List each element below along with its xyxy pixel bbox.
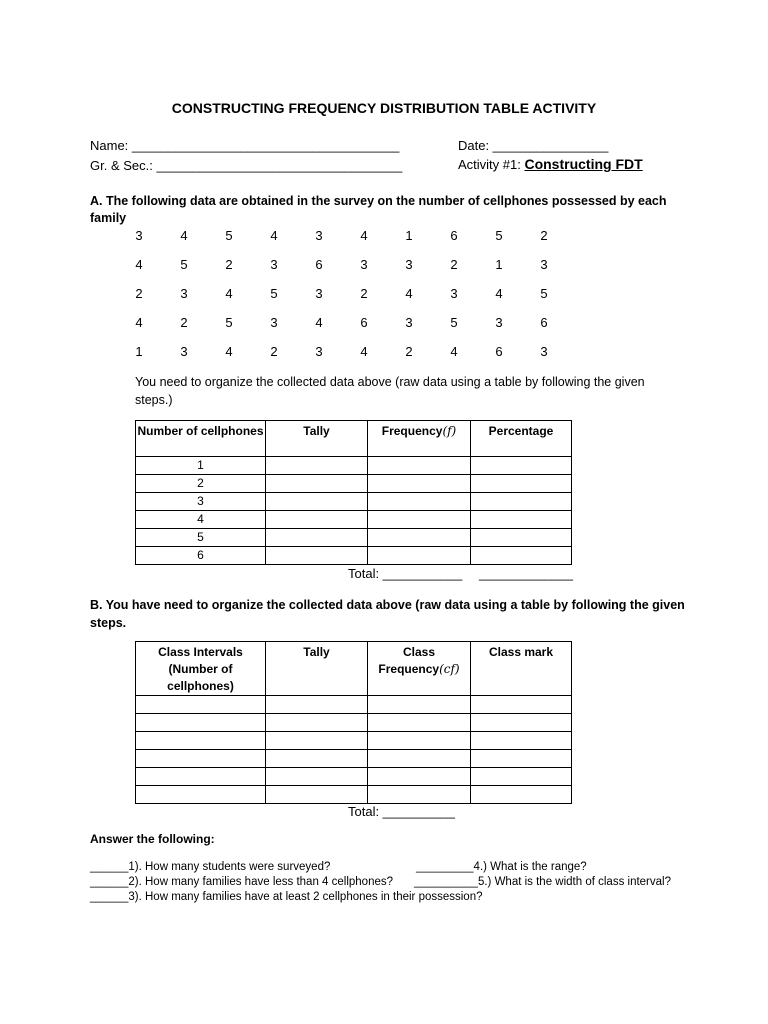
class-frequency-cell[interactable] xyxy=(368,714,471,732)
raw-data-value: 3 xyxy=(360,257,368,272)
activity-title: Constructing FDT xyxy=(524,156,643,172)
raw-data-value: 1 xyxy=(405,228,413,243)
raw-data-row xyxy=(0,257,768,275)
class-frequency-cell[interactable] xyxy=(368,786,471,804)
frequency-table-a xyxy=(135,420,572,565)
raw-data-value: 6 xyxy=(495,344,503,359)
question-1[interactable]: ______1). How many students were surveyed? xyxy=(90,861,331,873)
raw-data-value: 6 xyxy=(360,315,368,330)
raw-data-value: 3 xyxy=(405,315,413,330)
header-class-intervals: Class Intervals (Number of cellphones) xyxy=(136,642,266,696)
raw-data-value: 2 xyxy=(405,344,413,359)
raw-data-value: 5 xyxy=(225,228,233,243)
header-class-frequency: Class Frequency(cf) xyxy=(368,642,471,696)
raw-data-value: 3 xyxy=(180,344,188,359)
frequency-cell[interactable] xyxy=(368,529,471,547)
cellphone-count-cell: 4 xyxy=(136,511,266,529)
raw-data-value: 6 xyxy=(540,315,548,330)
percentage-cell[interactable] xyxy=(471,529,572,547)
raw-data-row xyxy=(0,315,768,333)
table-row xyxy=(136,475,572,493)
tally-cell[interactable] xyxy=(266,696,368,714)
class-frequency-cell[interactable] xyxy=(368,696,471,714)
table-row xyxy=(136,511,572,529)
frequency-cell[interactable] xyxy=(368,547,471,565)
table-row xyxy=(136,457,572,475)
class-interval-cell[interactable] xyxy=(136,768,266,786)
percentage-cell[interactable] xyxy=(471,511,572,529)
class-mark-cell[interactable] xyxy=(471,750,572,768)
table-row xyxy=(136,547,572,565)
table-row xyxy=(136,750,572,768)
raw-data-value: 2 xyxy=(270,344,278,359)
raw-data-value: 5 xyxy=(450,315,458,330)
cellphone-count-cell: 1 xyxy=(136,457,266,475)
class-interval-cell[interactable] xyxy=(136,714,266,732)
header-number-of-cellphones: Number of cellphones xyxy=(136,421,266,457)
raw-data-value: 4 xyxy=(495,286,503,301)
raw-data-value: 2 xyxy=(225,257,233,272)
raw-data-value: 3 xyxy=(270,315,278,330)
tally-cell[interactable] xyxy=(266,714,368,732)
raw-data-value: 5 xyxy=(495,228,503,243)
table-row xyxy=(136,786,572,804)
tally-cell[interactable] xyxy=(266,750,368,768)
frequency-cell[interactable] xyxy=(368,475,471,493)
raw-data-value: 6 xyxy=(450,228,458,243)
tally-cell[interactable] xyxy=(266,529,368,547)
question-5[interactable]: __________5.) What is the width of class interval? xyxy=(414,876,671,888)
name-field[interactable]: Name: _____________________________________ xyxy=(90,138,400,153)
header-tally-b: Tally xyxy=(266,642,368,696)
class-interval-cell[interactable] xyxy=(136,732,266,750)
raw-data-value: 5 xyxy=(270,286,278,301)
class-frequency-cell[interactable] xyxy=(368,750,471,768)
table-row xyxy=(136,696,572,714)
cellphone-count-cell: 2 xyxy=(136,475,266,493)
raw-data-value: 5 xyxy=(540,286,548,301)
raw-data-value: 4 xyxy=(360,344,368,359)
raw-data-value: 2 xyxy=(450,257,458,272)
class-mark-cell[interactable] xyxy=(471,732,572,750)
frequency-cell[interactable] xyxy=(368,511,471,529)
class-interval-cell[interactable] xyxy=(136,750,266,768)
activity-prefix: Activity #1: xyxy=(458,157,525,172)
raw-data-value: 4 xyxy=(315,315,323,330)
frequency-cell[interactable] xyxy=(368,493,471,511)
section-b-heading: B. You have need to organize the collected data above (raw data using a table by following the given steps. xyxy=(90,598,685,630)
tally-cell[interactable] xyxy=(266,493,368,511)
class-frequency-cell[interactable] xyxy=(368,732,471,750)
percentage-cell[interactable] xyxy=(471,547,572,565)
class-mark-cell[interactable] xyxy=(471,696,572,714)
header-frequency: Frequency(f) xyxy=(368,421,471,457)
table-row xyxy=(136,529,572,547)
table-row xyxy=(136,732,572,750)
tally-cell[interactable] xyxy=(266,511,368,529)
raw-data-value: 3 xyxy=(495,315,503,330)
page-title: CONSTRUCTING FREQUENCY DISTRIBUTION TABLE ACTIVITY xyxy=(171,100,597,116)
raw-data-value: 3 xyxy=(540,257,548,272)
raw-data-row xyxy=(0,344,768,362)
table-row xyxy=(136,493,572,511)
tally-cell[interactable] xyxy=(266,786,368,804)
raw-data-value: 2 xyxy=(360,286,368,301)
raw-data-row xyxy=(0,228,768,246)
percentage-cell[interactable] xyxy=(471,493,572,511)
grade-section-field[interactable]: Gr. & Sec.: __________________________________ xyxy=(90,158,403,173)
raw-data-value: 4 xyxy=(450,344,458,359)
raw-data-value: 5 xyxy=(180,257,188,272)
table-row xyxy=(136,768,572,786)
class-interval-cell[interactable] xyxy=(136,696,266,714)
header-percentage: Percentage xyxy=(471,421,572,457)
answers-heading: Answer the following: xyxy=(90,832,215,846)
tally-cell[interactable] xyxy=(266,457,368,475)
question-2[interactable]: ______2). How many families have less than 4 cellphones? xyxy=(90,876,394,888)
raw-data-value: 2 xyxy=(135,286,143,301)
raw-data-value: 4 xyxy=(360,228,368,243)
class-mark-cell[interactable] xyxy=(471,768,572,786)
raw-data-value: 6 xyxy=(315,257,323,272)
tally-cell[interactable] xyxy=(266,768,368,786)
raw-data-value: 4 xyxy=(225,286,233,301)
date-field[interactable]: Date: ________________ xyxy=(458,138,609,153)
raw-data-value: 5 xyxy=(225,315,233,330)
raw-data-value: 3 xyxy=(405,257,413,272)
raw-data-value: 2 xyxy=(180,315,188,330)
raw-data-value: 4 xyxy=(135,257,143,272)
cellphone-count-cell: 6 xyxy=(136,547,266,565)
frequency-cell[interactable] xyxy=(368,457,471,475)
class-mark-cell[interactable] xyxy=(471,714,572,732)
percentage-cell[interactable] xyxy=(471,475,572,493)
cellphone-count-cell: 3 xyxy=(136,493,266,511)
raw-data-value: 3 xyxy=(135,228,143,243)
raw-data-value: 3 xyxy=(450,286,458,301)
raw-data-value: 4 xyxy=(225,344,233,359)
raw-data-row xyxy=(0,286,768,304)
cellphone-count-cell: 5 xyxy=(136,529,266,547)
frequency-table-b xyxy=(135,641,572,804)
section-a-heading: A. The following data are obtained in the survey on the number of cellphones possessed by each family xyxy=(90,194,667,225)
tally-cell[interactable] xyxy=(266,732,368,750)
section-a-note: You need to organize the collected data above (raw data using a table by following the given steps.) xyxy=(135,375,645,407)
total-a-percentage[interactable]: _____________ xyxy=(479,566,573,581)
class-frequency-cell[interactable] xyxy=(368,768,471,786)
total-b[interactable]: Total: __________ xyxy=(348,804,455,819)
raw-data-value: 4 xyxy=(135,315,143,330)
header-tally: Tally xyxy=(266,421,368,457)
question-3[interactable]: ______3). How many families have at least 2 cellphones in their possession? xyxy=(90,891,483,903)
raw-data-value: 4 xyxy=(405,286,413,301)
raw-data-value: 2 xyxy=(540,228,548,243)
raw-data-value: 1 xyxy=(495,257,503,272)
header-class-mark: Class mark xyxy=(471,642,572,696)
tally-cell[interactable] xyxy=(266,547,368,565)
question-4[interactable]: _________4.) What is the range? xyxy=(416,861,587,873)
raw-data-value: 1 xyxy=(135,344,143,359)
raw-data-value: 3 xyxy=(270,257,278,272)
activity-label xyxy=(458,156,643,172)
class-mark-cell[interactable] xyxy=(471,786,572,804)
raw-data-value: 3 xyxy=(315,228,323,243)
percentage-cell[interactable] xyxy=(471,457,572,475)
raw-data-value: 4 xyxy=(180,228,188,243)
raw-data-value: 3 xyxy=(315,344,323,359)
total-a[interactable]: Total: ___________ xyxy=(348,566,463,581)
raw-data-value: 3 xyxy=(180,286,188,301)
raw-data-value: 3 xyxy=(315,286,323,301)
raw-data-value: 4 xyxy=(270,228,278,243)
tally-cell[interactable] xyxy=(266,475,368,493)
class-interval-cell[interactable] xyxy=(136,786,266,804)
table-row xyxy=(136,714,572,732)
raw-data-value: 3 xyxy=(540,344,548,359)
